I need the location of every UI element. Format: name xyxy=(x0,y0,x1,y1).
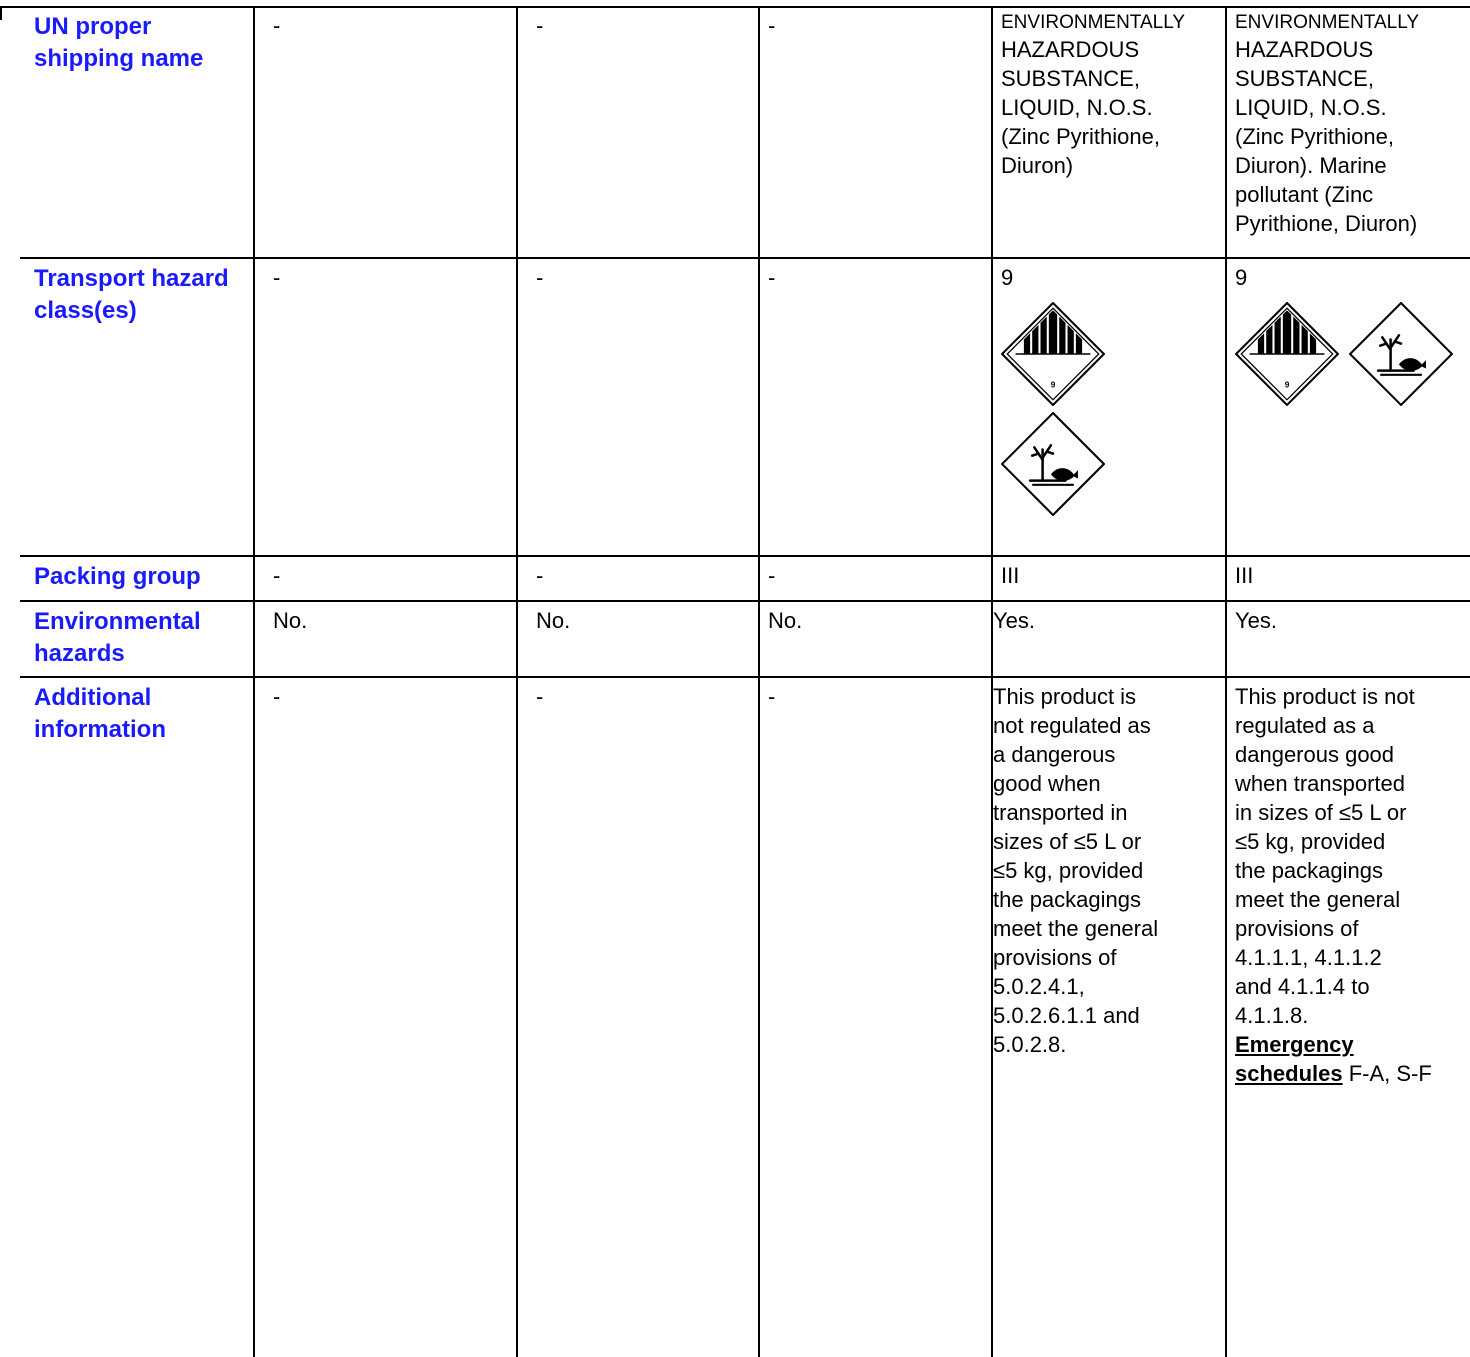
cell xyxy=(1226,677,1470,1357)
cell xyxy=(254,601,517,677)
cell xyxy=(759,7,992,258)
cell-value: - xyxy=(768,684,776,709)
cell-value: No. xyxy=(536,608,571,633)
row-additional-information xyxy=(20,677,1470,1357)
cell-text: HAZARDOUS SUBSTANCE, LIQUID, N.O.S. (Zinc Pyrithione, Diuron) xyxy=(1001,37,1160,178)
cell xyxy=(992,677,1226,1357)
environmentally-hazardous-substance-icon xyxy=(1001,412,1105,516)
cell-value: This product is not regulated as a dangerous good when transported in sizes of ≤5 L or ≤5 kg, provided the packagings meet the general provisions of 5.0.2.4.1, 5.0.2.6.1.1 and 5.0.2.8. xyxy=(993,684,1159,1057)
cell xyxy=(254,556,517,601)
cell-value: - xyxy=(536,265,544,290)
cell-text-first-line: ENVIRONMENTALLY xyxy=(1235,12,1420,33)
hazard-class-number: 9 xyxy=(1235,265,1248,290)
emergency-schedules-value: F-A, S-F xyxy=(1342,1061,1432,1086)
cell-value xyxy=(993,7,1225,180)
cell-value: III xyxy=(1235,563,1254,588)
cell-value: - xyxy=(536,563,544,588)
cell xyxy=(992,556,1226,601)
row-packing-group xyxy=(20,556,1470,601)
pictogram-class-number: 9 xyxy=(1284,379,1290,390)
cell-value: III xyxy=(1001,563,1020,588)
pictogram-group xyxy=(1001,302,1217,516)
cell-text-first-line: ENVIRONMENTALLY xyxy=(1001,12,1186,33)
row-label: Environmental hazards xyxy=(34,608,201,667)
cell-value: - xyxy=(273,265,281,290)
cell-value: - xyxy=(273,684,281,709)
row-un-proper-shipping-name xyxy=(20,7,1470,258)
cell-value xyxy=(1227,678,1470,1088)
cell-value: Yes. xyxy=(1235,608,1278,633)
cell-text: HAZARDOUS SUBSTANCE, LIQUID, N.O.S. (Zinc Pyrithione, Diuron). Marine pollutant (Zinc Pyrithione, Diuron) xyxy=(1235,37,1418,236)
pictogram-group xyxy=(1235,302,1462,406)
cell-value: - xyxy=(768,13,776,38)
row-label-cell xyxy=(20,677,254,1357)
cell-value: No. xyxy=(273,608,308,633)
pictogram-class-number: 9 xyxy=(1050,379,1056,390)
cell xyxy=(517,601,759,677)
cell-value: - xyxy=(536,684,544,709)
cell xyxy=(759,677,992,1357)
emergency-schedules-label: Emergency schedules xyxy=(1235,1032,1354,1086)
cell xyxy=(1226,258,1470,556)
cell xyxy=(1226,7,1470,258)
row-label-cell xyxy=(20,7,254,258)
cell-value: - xyxy=(273,563,281,588)
cell xyxy=(759,258,992,556)
hazard-class-number: 9 xyxy=(1001,265,1014,290)
row-label-cell xyxy=(20,601,254,677)
cell-text: This product is not regulated as a dangerous good when transported in sizes of ≤5 L or ≤5 kg, provided the packagings meet the general provisions of 4.1.1.1, 4.1.1.2 and 4.1.1.4 to 4.1.1.8. xyxy=(1235,684,1415,1028)
cell xyxy=(517,556,759,601)
row-label: Transport hazard class(es) xyxy=(34,265,229,324)
transport-information-table xyxy=(20,7,1470,1357)
cell xyxy=(254,677,517,1357)
class-9-miscellaneous-dangerous-goods-icon xyxy=(1235,302,1339,406)
row-label-cell xyxy=(20,258,254,556)
cell xyxy=(759,601,992,677)
cell xyxy=(1226,601,1470,677)
row-label: Packing group xyxy=(34,563,201,590)
row-label: Additional information xyxy=(34,684,166,743)
left-border-tick xyxy=(0,6,2,20)
cell xyxy=(517,677,759,1357)
environmentally-hazardous-substance-icon xyxy=(1349,302,1453,406)
row-transport-hazard-class xyxy=(20,258,1470,556)
cell xyxy=(517,258,759,556)
class-9-miscellaneous-dangerous-goods-icon xyxy=(1001,302,1105,406)
cell xyxy=(992,601,1226,677)
cell-value: - xyxy=(273,13,281,38)
cell xyxy=(254,258,517,556)
cell-value xyxy=(1227,7,1470,238)
cell-value: - xyxy=(768,563,776,588)
cell xyxy=(254,7,517,258)
cell xyxy=(992,7,1226,258)
cell-value: Yes. xyxy=(993,608,1036,633)
row-label-cell xyxy=(20,556,254,601)
cell-value: - xyxy=(768,265,776,290)
cell-value xyxy=(1227,259,1470,406)
row-label: UN proper shipping name xyxy=(34,13,204,72)
cell-value: No. xyxy=(768,608,803,633)
cell xyxy=(759,556,992,601)
cell xyxy=(1226,556,1470,601)
cell xyxy=(992,258,1226,556)
row-environmental-hazards xyxy=(20,601,1470,677)
cell-value: - xyxy=(536,13,544,38)
cell-value xyxy=(993,259,1225,516)
cell xyxy=(517,7,759,258)
